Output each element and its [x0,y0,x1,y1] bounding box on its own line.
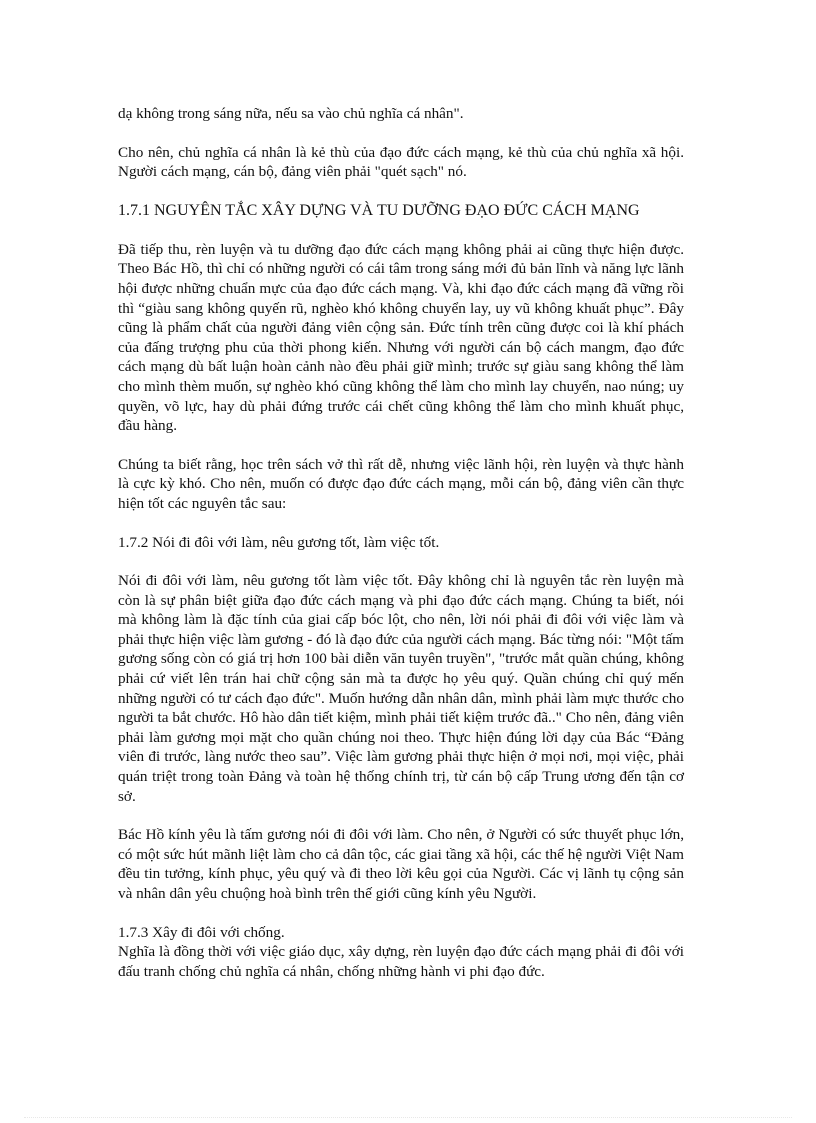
page-bottom-divider [24,1117,792,1118]
section-heading-1-7-2: 1.7.2 Nói đi đôi với làm, nêu gương tốt, làm việc tốt. [118,533,440,551]
section-heading-1-7-3: 1.7.3 Xây đi đôi với chống. [118,923,285,941]
paragraph-continuation: dạ không trong sáng nữa, nếu sa vào chủ nghĩa cá nhân". [118,105,464,122]
paragraph-words-deeds: Nói đi đôi với làm, nêu gương tốt làm việc tốt. Đây không chỉ là nguyên tắc rèn luyện mà còn là sự phân biệt giữa đạo đức cách mạng và phi đạo đức cách mạng. Chúng ta biết, nói mà không làm là đặc tính của giai cấp bóc lột, cho nên, lời nói phải đi đôi với việc làm và phải thực hiện việc làm gương - đó là đạo đức của người cách mạng. Bác từng nói: "Một tấm gương sống còn có giá trị hơn 100 bài diễn văn tuyên truyền", "trước mắt quần chúng, không phải cứ viết lên trán hai chữ cộng sản mà ta được họ yêu quý. Quần chúng chỉ quý mến những người có tư cách đạo đức". Muốn hướng dẫn nhân dân, mình phải làm mực thước cho người ta bắt chước. Hô hào dân tiết kiệm, mình phải tiết kiệm trước đã.." Cho nên, đảng viên phải làm gương mọi mặt cho quần chúng noi theo. Thực hiện đúng lời dạy của Bác “Đảng viên đi trước, làng nước theo sau”. Việc làm gương phải thực hiện ở mọi nơi, mọi việc, phải quán triệt trong toàn Đảng và toàn hệ thống chính trị, từ cán bộ cấp Trung ương đến tận cơ sở. [118,572,684,805]
paragraph-individualism-enemy: Cho nên, chủ nghĩa cá nhân là kẻ thù của đạo đức cách mạng, kẻ thù của chủ nghĩa xã hội. Người cách mạng, cán bộ, đảng viên phải "quét sạch" nó. [118,143,684,181]
document-body [118,104,684,981]
paragraph-uncle-ho-example: Bác Hồ kính yêu là tấm gương nói đi đôi với làm. Cho nên, ở Người có sức thuyết phục lớn, có một sức hút mãnh liệt làm cho cả dân tộc, các giai tầng xã hội, các thế hệ người Việt Nam đều tin tưởng, kính phục, yêu quý và đi theo lời kêu gọi của Người. Các vị lãnh tụ cộng sản và nhân dân yêu chuộng hoà bình trên thế giới cũng kính yêu Người. [118,826,684,902]
paragraph-build-and-fight: Nghĩa là đồng thời với việc giáo dục, xây dựng, rèn luyện đạo đức cách mạng phải đi đôi với đấu tranh chống chủ nghĩa cá nhân, chống những hành vi phi đạo đức. [118,943,684,980]
paragraph-learning-practice: Chúng ta biết rằng, học trên sách vở thì rất dễ, nhưng việc lãnh hội, rèn luyện và thực hành là cực kỳ khó. Cho nên, muốn có được đạo đức cách mạng, mỗi cán bộ, đảng viên cần thực hiện tốt các nguyên tắc sau: [118,455,684,512]
section-heading-1-7-1: 1.7.1 NGUYÊN TẮC XÂY DỰNG VÀ TU DƯỠNG ĐẠO ĐỨC CÁCH MẠNG [118,201,640,219]
paragraph-cultivation-principles: Đã tiếp thu, rèn luyện và tu dưỡng đạo đức cách mạng không phải ai cũng thực hiện được. Theo Bác Hồ, thì chỉ có những người có cái tâm trong sáng mới đủ bản lĩnh và năng lực lãnh hội được những chuẩn mực của đạo đức cách mạng. Và, khi đạo đức cách mạng đã vững rồi thì “giàu sang không quyến rũ, nghèo khó không chuyển lay, uy vũ không khuất phục”. Đây cũng là phẩm chất của người đảng viên cộng sản. Đức tính trên cũng được coi là khí phách của đấng trượng phu của thời phong kiến. Nhưng với người cán bộ cách mangm, đạo đức cách mạng dù bất luận hoàn cảnh nào đều phải giữ mình; trước sự giàu sang không thể làm cho mình thèm muốn, sự nghèo khó cũng không thể làm cho mình lay chuyển, nao núng; uy quyền, võ lực, hay dù phải đứng trước cái chết cũng không thể làm cho mình khuất phục, đầu hàng. [118,240,684,435]
